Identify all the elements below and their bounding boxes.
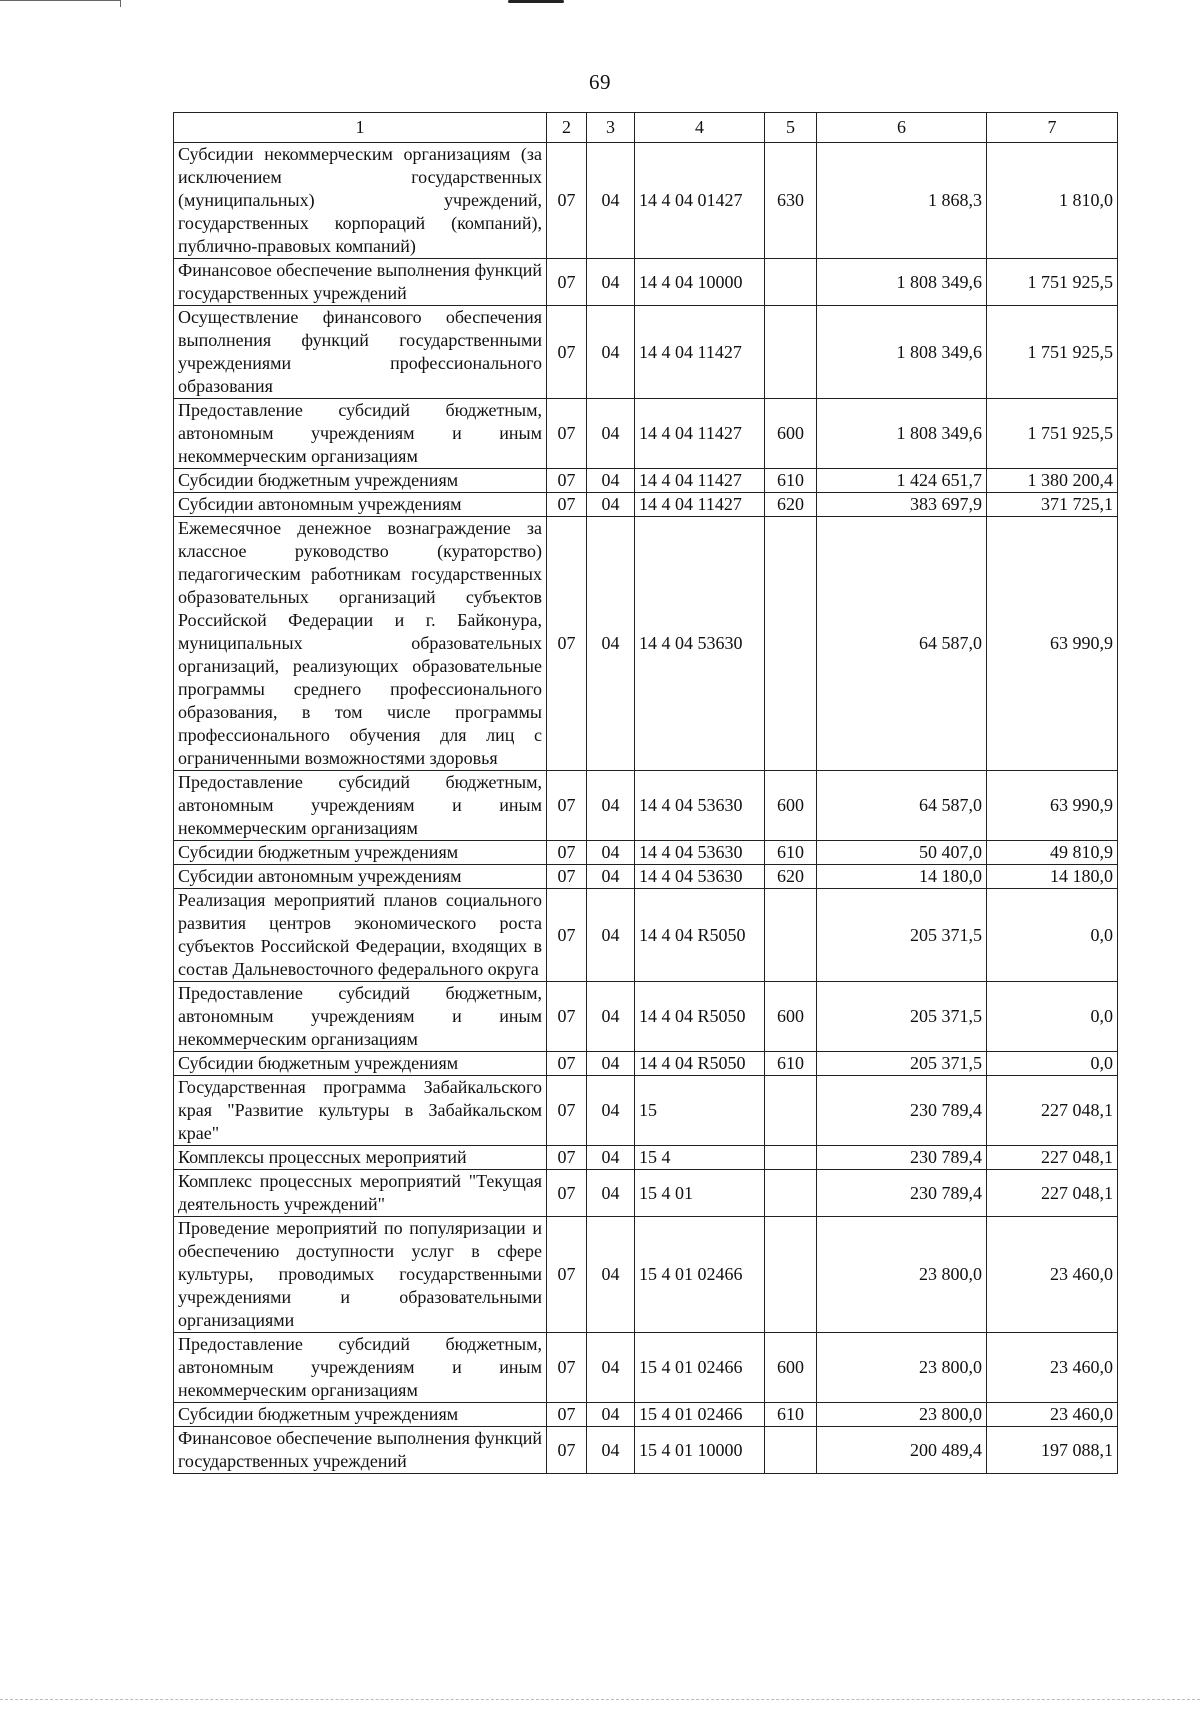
target-article-cell: 14 4 04 11427 — [635, 469, 765, 493]
amount-year1-cell: 205 371,5 — [817, 889, 987, 982]
expense-type-cell: 600 — [765, 399, 817, 469]
item-name-cell: Проведение мероприятий по популяризации и обеспечению доступности услуг в сфере культуры, проводимых государственными учреждениями и образовательными организациями — [174, 1217, 547, 1333]
subsection-code-cell: 04 — [587, 1146, 635, 1170]
subsection-code-cell: 04 — [587, 306, 635, 399]
section-code-cell: 07 — [547, 771, 587, 841]
subsection-code-cell: 04 — [587, 1403, 635, 1427]
amount-year2-cell: 0,0 — [987, 982, 1118, 1052]
budget-table — [173, 112, 1118, 1474]
section-code-cell: 07 — [547, 259, 587, 306]
subsection-code-cell: 04 — [587, 493, 635, 517]
table-body — [174, 143, 1118, 1474]
table-row — [174, 399, 1118, 469]
amount-year1-cell: 1 808 349,6 — [817, 259, 987, 306]
header-cell-1: 1 — [174, 113, 547, 143]
table-row — [174, 1333, 1118, 1403]
subsection-code-cell: 04 — [587, 982, 635, 1052]
amount-year1-cell: 1 424 651,7 — [817, 469, 987, 493]
amount-year1-cell: 50 407,0 — [817, 841, 987, 865]
item-name-cell: Субсидии некоммерческим организациям (за исключением государственных (муниципальных) учреждений, государственных корпораций (компаний), публично-правовых компаний) — [174, 143, 547, 259]
subsection-code-cell: 04 — [587, 771, 635, 841]
item-name-cell: Комплексы процессных мероприятий — [174, 1146, 547, 1170]
scan-artifact-line — [508, 0, 564, 3]
amount-year1-cell: 23 800,0 — [817, 1403, 987, 1427]
amount-year2-cell: 63 990,9 — [987, 517, 1118, 771]
target-article-cell: 14 4 04 R5050 — [635, 982, 765, 1052]
expense-type-cell: 620 — [765, 493, 817, 517]
item-name-cell: Реализация мероприятий планов социального развития центров экономического роста субъектов Российской Федерации, входящих в состав Дальневосточного федерального округа — [174, 889, 547, 982]
amount-year1-cell: 23 800,0 — [817, 1333, 987, 1403]
item-name-cell: Предоставление субсидий бюджетным, автономным учреждениям и иным некоммерческим организациям — [174, 982, 547, 1052]
amount-year1-cell: 205 371,5 — [817, 1052, 987, 1076]
table-header — [174, 113, 1118, 143]
table-row — [174, 493, 1118, 517]
item-name-cell: Финансовое обеспечение выполнения функций государственных учреждений — [174, 259, 547, 306]
table-row — [174, 469, 1118, 493]
section-code-cell: 07 — [547, 1146, 587, 1170]
amount-year2-cell: 0,0 — [987, 1052, 1118, 1076]
scan-bottom-edge — [0, 1698, 1200, 1700]
expense-type-cell — [765, 1076, 817, 1146]
item-name-cell: Комплекс процессных мероприятий "Текущая деятельность учреждений" — [174, 1170, 547, 1217]
amount-year1-cell: 64 587,0 — [817, 517, 987, 771]
expense-type-cell: 610 — [765, 841, 817, 865]
expense-type-cell — [765, 1427, 817, 1474]
target-article-cell: 14 4 04 53630 — [635, 771, 765, 841]
target-article-cell: 14 4 04 53630 — [635, 841, 765, 865]
table-row — [174, 771, 1118, 841]
expense-type-cell — [765, 306, 817, 399]
section-code-cell: 07 — [547, 143, 587, 259]
item-name-cell: Субсидии бюджетным учреждениям — [174, 1052, 547, 1076]
target-article-cell: 15 4 — [635, 1146, 765, 1170]
target-article-cell: 14 4 04 53630 — [635, 865, 765, 889]
target-article-cell: 14 4 04 11427 — [635, 306, 765, 399]
amount-year2-cell: 1 751 925,5 — [987, 399, 1118, 469]
subsection-code-cell: 04 — [587, 1217, 635, 1333]
item-name-cell: Субсидии бюджетным учреждениям — [174, 469, 547, 493]
expense-type-cell: 630 — [765, 143, 817, 259]
section-code-cell: 07 — [547, 889, 587, 982]
table-row — [174, 517, 1118, 771]
expense-type-cell: 600 — [765, 1333, 817, 1403]
header-cell-5: 5 — [765, 113, 817, 143]
amount-year2-cell: 1 810,0 — [987, 143, 1118, 259]
amount-year2-cell: 197 088,1 — [987, 1427, 1118, 1474]
amount-year2-cell: 227 048,1 — [987, 1146, 1118, 1170]
amount-year1-cell: 383 697,9 — [817, 493, 987, 517]
section-code-cell: 07 — [547, 1076, 587, 1146]
expense-type-cell: 610 — [765, 1403, 817, 1427]
amount-year2-cell: 1 751 925,5 — [987, 259, 1118, 306]
target-article-cell: 14 4 04 11427 — [635, 493, 765, 517]
table-row — [174, 1427, 1118, 1474]
target-article-cell: 15 4 01 — [635, 1170, 765, 1217]
table-row — [174, 982, 1118, 1052]
expense-type-cell: 600 — [765, 982, 817, 1052]
target-article-cell: 15 4 01 02466 — [635, 1403, 765, 1427]
item-name-cell: Предоставление субсидий бюджетным, автономным учреждениям и иным некоммерческим организациям — [174, 399, 547, 469]
amount-year1-cell: 1 868,3 — [817, 143, 987, 259]
header-cell-7: 7 — [987, 113, 1118, 143]
amount-year2-cell: 1 751 925,5 — [987, 306, 1118, 399]
table-row — [174, 259, 1118, 306]
header-cell-4: 4 — [635, 113, 765, 143]
amount-year1-cell: 230 789,4 — [817, 1170, 987, 1217]
expense-type-cell — [765, 1217, 817, 1333]
amount-year2-cell: 14 180,0 — [987, 865, 1118, 889]
section-code-cell: 07 — [547, 306, 587, 399]
section-code-cell: 07 — [547, 1170, 587, 1217]
target-article-cell: 15 4 01 02466 — [635, 1333, 765, 1403]
subsection-code-cell: 04 — [587, 1170, 635, 1217]
amount-year2-cell: 0,0 — [987, 889, 1118, 982]
subsection-code-cell: 04 — [587, 841, 635, 865]
expense-type-cell — [765, 1170, 817, 1217]
item-name-cell: Субсидии автономным учреждениям — [174, 493, 547, 517]
target-article-cell: 14 4 04 11427 — [635, 399, 765, 469]
amount-year1-cell: 230 789,4 — [817, 1076, 987, 1146]
table-row — [174, 1076, 1118, 1146]
item-name-cell: Финансовое обеспечение выполнения функций государственных учреждений — [174, 1427, 547, 1474]
amount-year1-cell: 205 371,5 — [817, 982, 987, 1052]
item-name-cell: Субсидии бюджетным учреждениям — [174, 841, 547, 865]
amount-year2-cell: 1 380 200,4 — [987, 469, 1118, 493]
header-cell-6: 6 — [817, 113, 987, 143]
amount-year2-cell: 227 048,1 — [987, 1076, 1118, 1146]
target-article-cell: 14 4 04 R5050 — [635, 1052, 765, 1076]
subsection-code-cell: 04 — [587, 399, 635, 469]
table-row — [174, 1146, 1118, 1170]
section-code-cell: 07 — [547, 399, 587, 469]
section-code-cell: 07 — [547, 982, 587, 1052]
target-article-cell: 15 4 01 02466 — [635, 1217, 765, 1333]
section-code-cell: 07 — [547, 1052, 587, 1076]
subsection-code-cell: 04 — [587, 469, 635, 493]
amount-year1-cell: 230 789,4 — [817, 1146, 987, 1170]
target-article-cell: 14 4 04 R5050 — [635, 889, 765, 982]
expense-type-cell: 610 — [765, 1052, 817, 1076]
amount-year1-cell: 1 808 349,6 — [817, 399, 987, 469]
page-number: 69 — [589, 70, 611, 94]
section-code-cell: 07 — [547, 1333, 587, 1403]
item-name-cell: Субсидии бюджетным учреждениям — [174, 1403, 547, 1427]
section-code-cell: 07 — [547, 865, 587, 889]
table-row — [174, 889, 1118, 982]
table-row — [174, 841, 1118, 865]
expense-type-cell — [765, 889, 817, 982]
section-code-cell: 07 — [547, 841, 587, 865]
section-code-cell: 07 — [547, 517, 587, 771]
amount-year1-cell: 200 489,4 — [817, 1427, 987, 1474]
target-article-cell: 14 4 04 10000 — [635, 259, 765, 306]
amount-year2-cell: 23 460,0 — [987, 1333, 1118, 1403]
subsection-code-cell: 04 — [587, 865, 635, 889]
target-article-cell: 14 4 04 01427 — [635, 143, 765, 259]
target-article-cell: 14 4 04 53630 — [635, 517, 765, 771]
amount-year2-cell: 23 460,0 — [987, 1217, 1118, 1333]
subsection-code-cell: 04 — [587, 1052, 635, 1076]
item-name-cell: Субсидии автономным учреждениям — [174, 865, 547, 889]
amount-year2-cell: 49 810,9 — [987, 841, 1118, 865]
item-name-cell: Предоставление субсидий бюджетным, автономным учреждениям и иным некоммерческим организациям — [174, 771, 547, 841]
table-row — [174, 1217, 1118, 1333]
table-row — [174, 306, 1118, 399]
expense-type-cell — [765, 259, 817, 306]
subsection-code-cell: 04 — [587, 143, 635, 259]
expense-type-cell: 620 — [765, 865, 817, 889]
expense-type-cell — [765, 517, 817, 771]
subsection-code-cell: 04 — [587, 889, 635, 982]
section-code-cell: 07 — [547, 1427, 587, 1474]
table-row — [174, 1052, 1118, 1076]
expense-type-cell: 600 — [765, 771, 817, 841]
amount-year1-cell: 14 180,0 — [817, 865, 987, 889]
section-code-cell: 07 — [547, 493, 587, 517]
subsection-code-cell: 04 — [587, 259, 635, 306]
expense-type-cell — [765, 1146, 817, 1170]
header-cell-3: 3 — [587, 113, 635, 143]
amount-year2-cell: 23 460,0 — [987, 1403, 1118, 1427]
table-row — [174, 1170, 1118, 1217]
subsection-code-cell: 04 — [587, 1076, 635, 1146]
table-row — [174, 865, 1118, 889]
item-name-cell: Ежемесячное денежное вознаграждение за классное руководство (кураторство) педагогическим работникам государственных образовательных организаций субъектов Российской Федерации и г. Байконура, муниципальных образовательных организаций, реализующих образовательные программы среднего профессионального образования, в том числе программы профессионального обучения для лиц с ограниченными возможностями здоровья — [174, 517, 547, 771]
amount-year2-cell: 227 048,1 — [987, 1170, 1118, 1217]
subsection-code-cell: 04 — [587, 517, 635, 771]
table-row — [174, 1403, 1118, 1427]
target-article-cell: 15 4 01 10000 — [635, 1427, 765, 1474]
item-name-cell: Государственная программа Забайкальского края "Развитие культуры в Забайкальском крае" — [174, 1076, 547, 1146]
subsection-code-cell: 04 — [587, 1427, 635, 1474]
amount-year2-cell: 63 990,9 — [987, 771, 1118, 841]
section-code-cell: 07 — [547, 469, 587, 493]
amount-year1-cell: 23 800,0 — [817, 1217, 987, 1333]
section-code-cell: 07 — [547, 1403, 587, 1427]
subsection-code-cell: 04 — [587, 1333, 635, 1403]
item-name-cell: Осуществление финансового обеспечения выполнения функций государственными учреждениями профессионального образования — [174, 306, 547, 399]
amount-year1-cell: 1 808 349,6 — [817, 306, 987, 399]
expense-type-cell: 610 — [765, 469, 817, 493]
table-row — [174, 143, 1118, 259]
amount-year1-cell: 64 587,0 — [817, 771, 987, 841]
amount-year2-cell: 371 725,1 — [987, 493, 1118, 517]
header-row — [174, 113, 1118, 143]
scan-edge-mark — [0, 0, 121, 7]
item-name-cell: Предоставление субсидий бюджетным, автономным учреждениям и иным некоммерческим организациям — [174, 1333, 547, 1403]
section-code-cell: 07 — [547, 1217, 587, 1333]
header-cell-2: 2 — [547, 113, 587, 143]
target-article-cell: 15 — [635, 1076, 765, 1146]
